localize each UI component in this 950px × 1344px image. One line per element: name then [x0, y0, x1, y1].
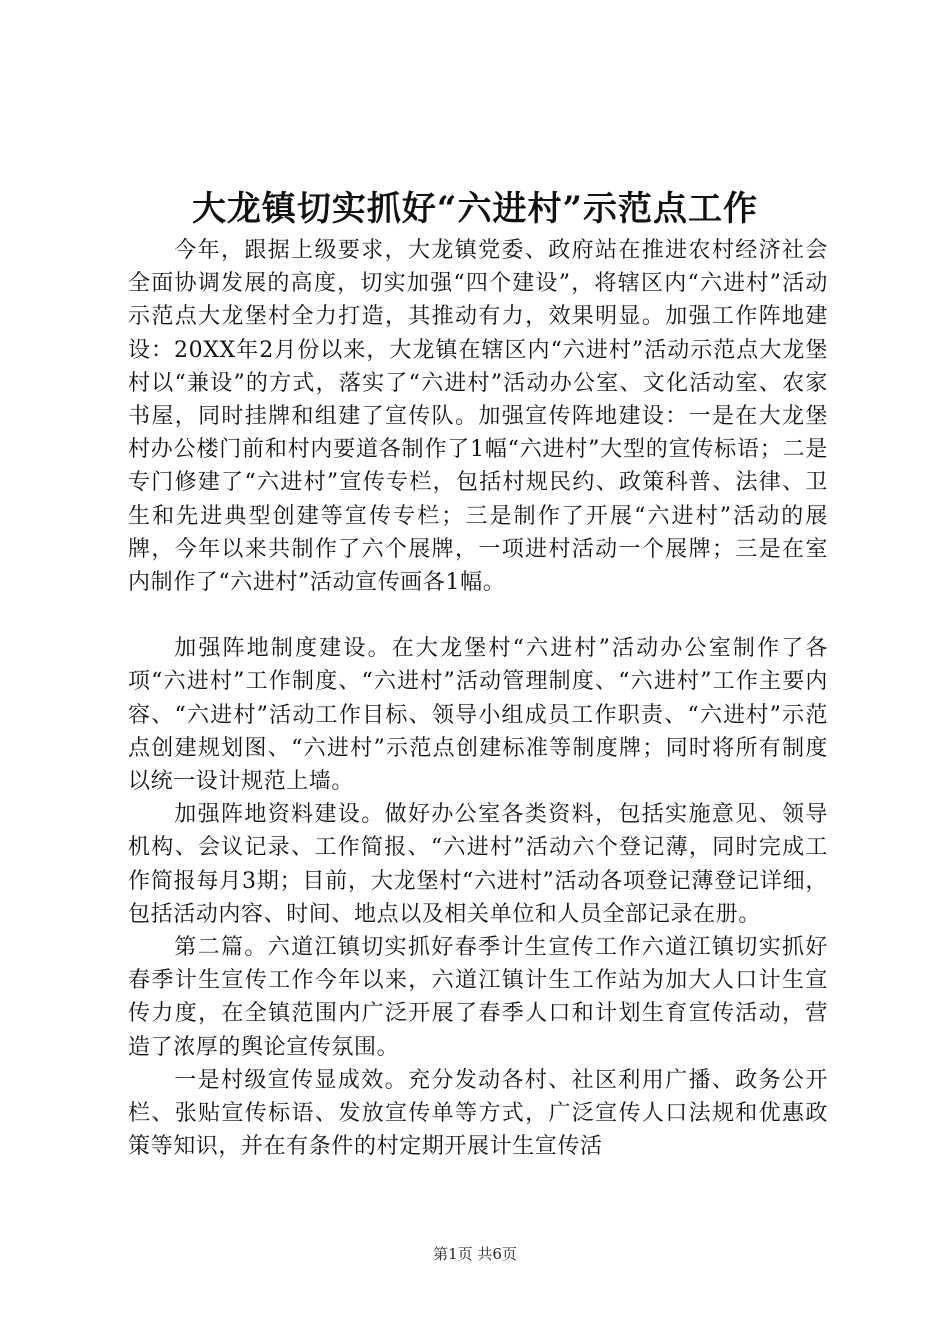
- paragraph: 今年，跟据上级要求，大龙镇党委、政府站在推进农村经济社会全面协调发展的高度，切实加强“四个建设”，将辖区内“六进村”活动示范点大龙堡村全力打造，其推动有力，效果明显。加强工作阵地建设：20XX年2月份以来，大龙镇在辖区内“六进村”活动示范点大龙堡村以“兼设”的方式，落实了“六进村”活动办公室、文化活动室、农家书屋，同时挂牌和组建了宣传队。加强宣传阵地建设：一是在大龙堡村办公楼门前和村内要道各制作了1幅“六进村”大型的宣传标语；二是专门修建了“六进村”宣传专栏，包括村规民约、政策科普、法律、卫生和先进典型创建等宣传专栏；三是制作了开展“六进村”活动的展牌，今年以来共制作了六个展牌，一项进村活动一个展牌；三是在室内制作了“六进村”活动宣传画各1幅。: [128, 238, 828, 596]
- document-body: [128, 234, 828, 1163]
- page-footer: 第1页 共6页: [433, 1245, 517, 1263]
- paragraph: 一是村级宣传显成效。充分发动各村、社区利用广播、政务公开栏、张贴宣传标语、发放宣传单等方式，广泛宣传人口法规和优惠政策等知识，并在有条件的村定期开展计生宣传活: [128, 1067, 828, 1160]
- document-title: 大龙镇切实抓好“六进村”示范点工作: [191, 189, 759, 229]
- paragraph: 加强阵地制度建设。在大龙堡村“六进村”活动办公室制作了各项“六进村”工作制度、“六进村”活动管理制度、“六进村”工作主要内容、“六进村”活动工作目标、领导小组成员工作职责、“六进村”示范点创建规划图、“六进村”示范点创建标准等制度牌；同时将所有制度以统一设计规范上墙。: [128, 636, 828, 795]
- paragraph: 加强阵地资料建设。做好办公室各类资料，包括实施意见、领导机构、会议记录、工作简报、“六进村”活动六个登记薄，同时完成工作简报每月3期；目前，大龙堡村“六进村”活动各项登记薄登记详细，包括活动内容、时间、地点以及相关单位和人员全部记录在册。: [128, 802, 828, 927]
- paragraph: 第二篇。六道江镇切实抓好春季计生宣传工作六道江镇切实抓好春季计生宣传工作今年以来，六道江镇计生工作站为加大人口计生宣传力度，在全镇范围内广泛开展了春季人口和计划生育宣传活动，营造了浓厚的舆论宣传氛围。: [128, 935, 828, 1060]
